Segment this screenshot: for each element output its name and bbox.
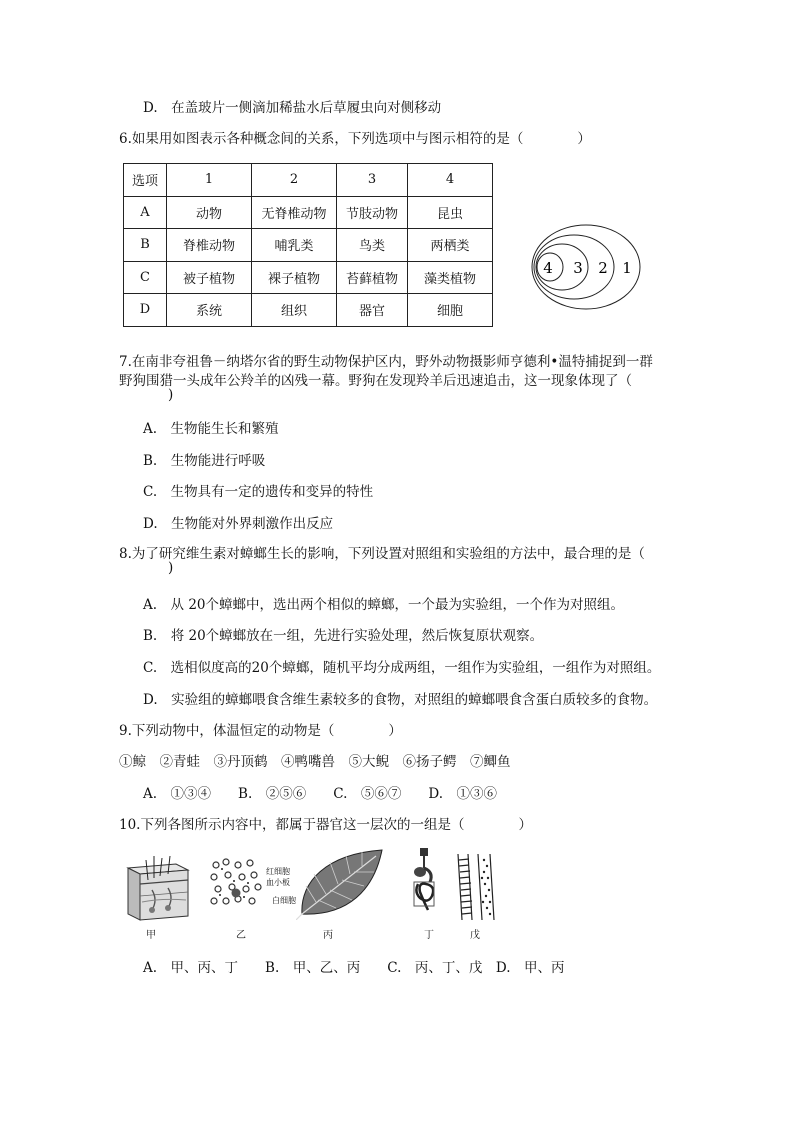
label-white-cell: 白细胞 — [272, 896, 296, 905]
q7-option-a: A. 生物能生长和繁殖 — [143, 421, 279, 437]
table-cell: 哺乳类 — [252, 229, 337, 262]
table-cell: 脊椎动物 — [167, 229, 252, 262]
q8-stem-line2: ) — [168, 560, 174, 576]
q10-options: A. 甲、丙、丁 B. 甲、乙、丙 C. 丙、丁、戊 D. 甲、丙 — [143, 960, 565, 976]
table-cell: D — [124, 294, 167, 327]
q6-concept-table — [123, 163, 493, 327]
q5-option-d: D. 在盖玻片一侧滴加稀盐水后草履虫向对侧移动 — [143, 100, 442, 116]
table-cell: 被子植物 — [167, 261, 252, 294]
q8-stem-line1: 8.为了研究维生素对蟑螂生长的影响，下列设置对照组和实验组的方法中，最合理的是（ — [119, 546, 645, 562]
q10-stem: 10.下列各图所示内容中，都属于器官这一层次的一组是（ ） — [119, 817, 532, 833]
digestive-system-figure — [412, 846, 438, 918]
figure-label-wu: 戊 — [470, 930, 480, 941]
table-cell: 系统 — [167, 294, 252, 327]
table-cell: 苔藓植物 — [337, 261, 408, 294]
table-header-cell: 选项 — [124, 164, 167, 197]
q9-options: A. ①③④ B. ②⑤⑥ C. ⑤⑥⑦ D. ①③⑥ — [143, 786, 498, 802]
leaf-figure — [296, 846, 386, 920]
q8-option-c: C. 选相似度高的20个蟑螂，随机平均分成两组，一组作为实验组，一组作为对照组。 — [143, 660, 661, 676]
q7-stem-line1: 7.在南非夸祖鲁－纳塔尔省的野生动物保护区内，野外动物摄影师亨德利•温特捕捉到一群 — [119, 354, 653, 370]
table-row — [124, 261, 493, 294]
q8-option-a: A. 从 20个蟑螂中，选出两个相似的蟑螂，一个最为实验组，一个作为对照组。 — [143, 597, 625, 613]
table-cell: 两栖类 — [408, 229, 493, 262]
q7-option-c: C. 生物具有一定的遗传和变异的特性 — [143, 484, 374, 500]
label-platelet: 血小板 — [266, 878, 290, 887]
table-cell: 鸟类 — [337, 229, 408, 262]
ellipse-label: 2 — [598, 259, 608, 277]
q9-animal-list: ①鲸 ②青蛙 ③丹顶鹤 ④鸭嘴兽 ⑤大鲵 ⑥扬子鳄 ⑦鲫鱼 — [119, 754, 511, 770]
table-cell: C — [124, 261, 167, 294]
figure-label-ding: 丁 — [424, 930, 434, 941]
label-red-cell: 红细胞 — [266, 867, 290, 876]
q7-stem-line3: ) — [168, 387, 174, 403]
figure-label-yi: 乙 — [236, 930, 246, 941]
table-cell: 节肢动物 — [337, 196, 408, 229]
blood-cells-figure — [208, 857, 266, 909]
table-cell: 组织 — [252, 294, 337, 327]
table-cell: 细胞 — [408, 294, 493, 327]
table-cell: 昆虫 — [408, 196, 493, 229]
table-cell: 器官 — [337, 294, 408, 327]
ellipse-label: 3 — [573, 259, 583, 277]
q8-option-b: B. 将 20个蟑螂放在一组，先进行实验处理，然后恢复原状观察。 — [143, 628, 544, 644]
figure-label-jia: 甲 — [146, 930, 156, 941]
q7-option-d: D. 生物能对外界刺激作出反应 — [143, 516, 334, 532]
table-header-row — [124, 164, 493, 197]
q8-option-d: D. 实验组的蟑螂喂食含维生素较多的食物，对照组的蟑螂喂食含蛋白质较多的食物。 — [143, 692, 658, 708]
q6-stem: 6.如果用如图表示各种概念间的关系，下列选项中与图示相符的是（ ） — [119, 131, 591, 147]
table-header-cell: 4 — [408, 164, 493, 197]
skin-tissue-figure — [124, 850, 192, 922]
table-cell: B — [124, 229, 167, 262]
table-row — [124, 229, 493, 262]
table-row — [124, 196, 493, 229]
table-header-cell: 3 — [337, 164, 408, 197]
table-cell: 无脊椎动物 — [252, 196, 337, 229]
table-cell: 藻类植物 — [408, 261, 493, 294]
table-cell: 裸子植物 — [252, 261, 337, 294]
ellipse-label: 1 — [622, 259, 632, 277]
table-cell: A — [124, 196, 167, 229]
table-cell: 动物 — [167, 196, 252, 229]
vessel-tissue-figure — [456, 852, 496, 922]
figure-label-bing: 丙 — [323, 930, 333, 941]
q9-stem: 9.下列动物中，体温恒定的动物是（ ） — [119, 723, 402, 739]
q7-stem-line2: 野狗围猎一头成年公羚羊的凶残一幕。野狗在发现羚羊后迅速追击，这一现象体现了（ — [119, 373, 632, 389]
q7-option-b: B. 生物能进行呼吸 — [143, 453, 266, 469]
table-header-cell: 1 — [167, 164, 252, 197]
ellipse-label: 4 — [543, 259, 553, 277]
table-header-cell: 2 — [252, 164, 337, 197]
nested-ellipse-diagram — [530, 222, 642, 312]
table-row — [124, 294, 493, 327]
